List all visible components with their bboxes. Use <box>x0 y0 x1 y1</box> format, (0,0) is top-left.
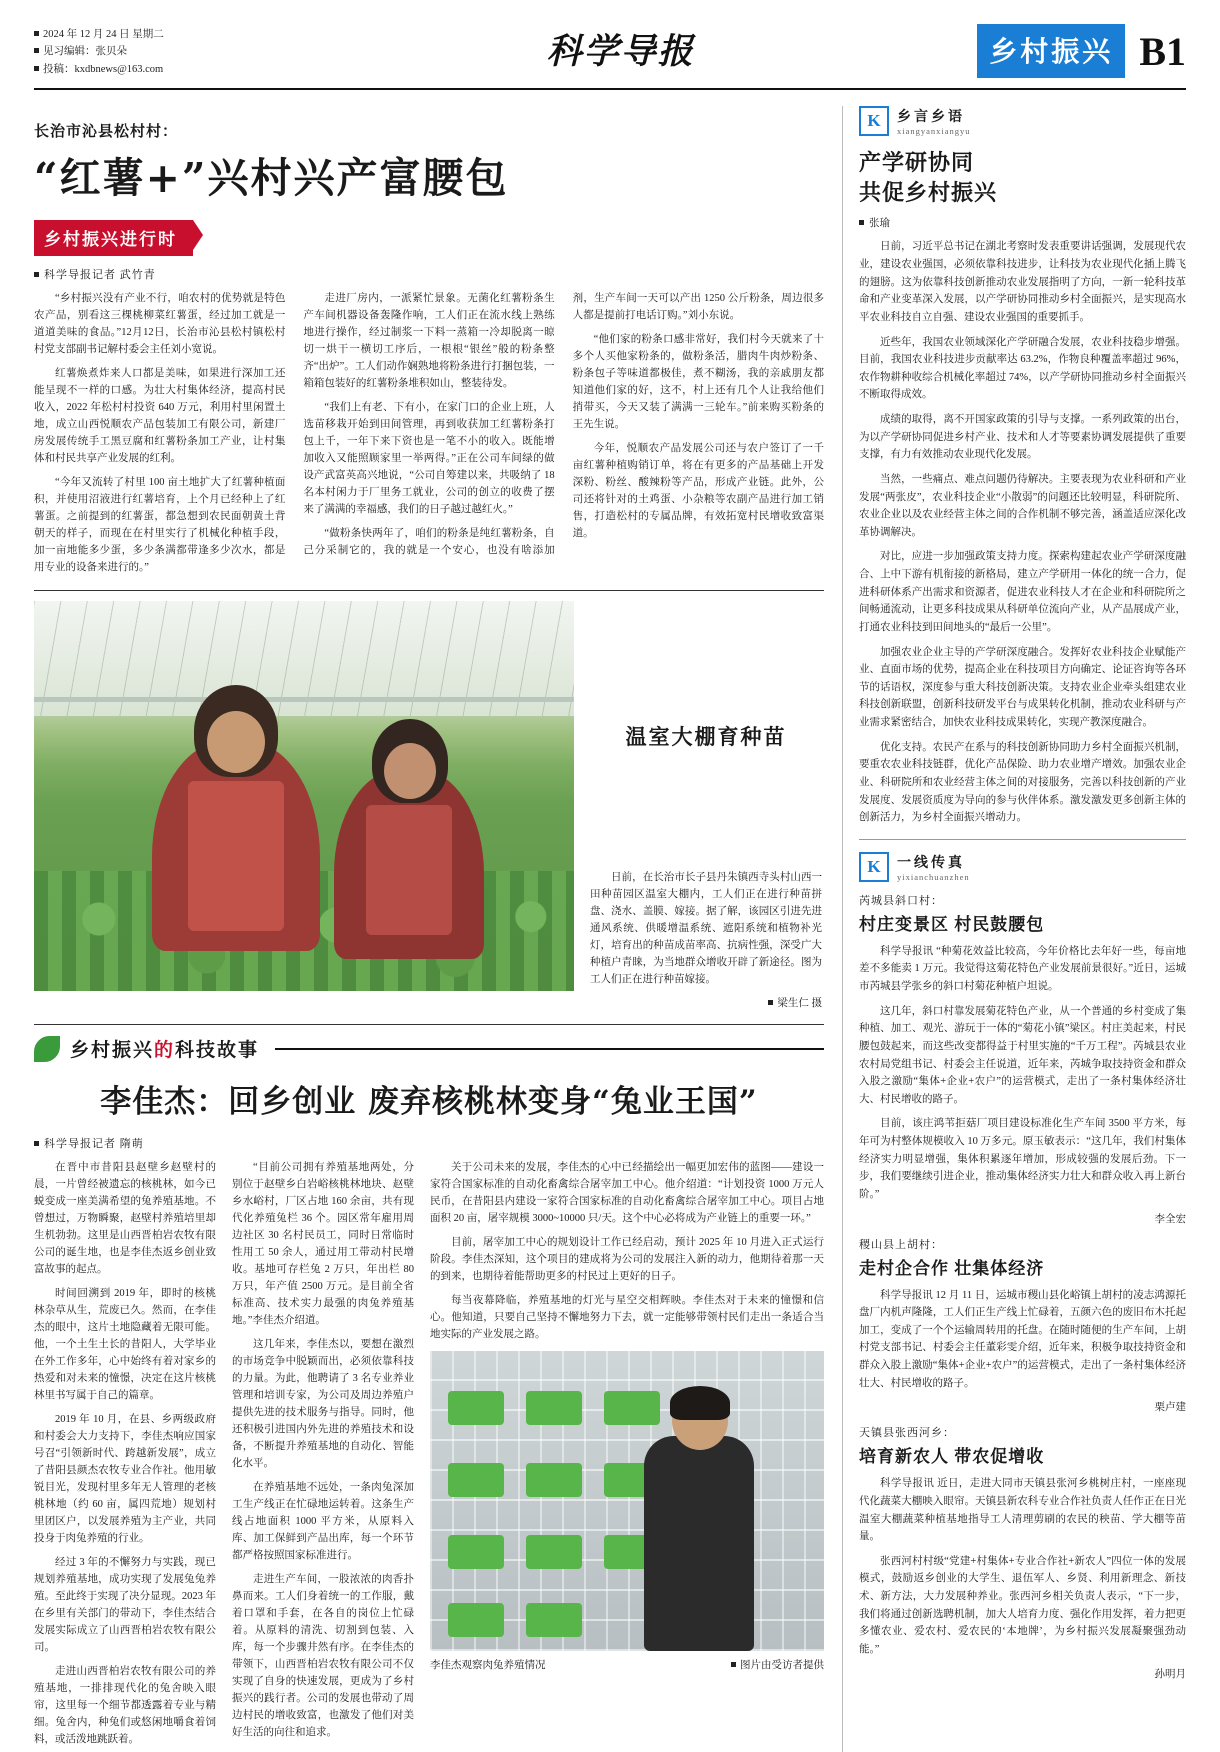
date-line: 2024 年 12 月 24 日 星期二 <box>43 29 164 40</box>
paragraph: 科学导报讯 近日，走进大同市天镇县张河乡桃树庄村，一座座现代化蔬菜大棚映入眼帘。天镇县新农科专业合作社负责人任作正在日光温室大棚蔬菜种植基地指导工人清理剪刷的农民的秧苗、学大棚等苗量。 <box>859 1478 1186 1543</box>
paragraph: “今年又流转了村里 100 亩土地扩大了红薯种植面积，并使用沼液进行红薯培育，上个月已经种上了红薯蛋。之前提到的红薯蛋，都急想到农民面朝黄土背朝天的样子，而现在在村里实行了机械化种植手段，加一亩地能多少蛋，多少条满都带逢多少次水，都是用专业的设备来进行的。” <box>34 477 286 573</box>
masthead-info <box>34 22 264 78</box>
paragraph: 今年，悦顺农产品发展公司还与农户签订了一千亩红薯种植购销订单，将在有更多的产品基础上开发深粉、粉丝、酸辣粉等产品，形成产业链。此外，公司还将针对的土鸡蛋、小杂粮等农副产品进行加工销售，打造松村的专属品牌，有效拓宽村民增收致富渠道。 <box>572 443 824 539</box>
sidebar <box>842 106 1186 1752</box>
paragraph: 加强农业企业主导的产学研深度融合。发挥好农业科技企业赋能产业、直面市场的优势，提高企业在科技项目方向确定、论证咨询等各环节的话语权，深度参与重大科技创新决策。支持农业企业牵头组建农业科技创新联盟，创新科技研发平台与成果转化机制，推动农业科研与产业需求紧密结合，加快农业科技成果转化，实现产教深度融合。 <box>859 646 1186 728</box>
sidebar-author: 张瑜 <box>859 215 1186 230</box>
paragraph: 走进生产车间，一股浓浓的肉香扑鼻而来。工人们身着统一的工作服，戴着口罩和手套，在各自的岗位上忙碌着。从原料的清洗、切割到包装、入库，每一个步骤井然有序。在李佳杰的带领下，山西晋柏岩农牧有限公司不仅实现了自身的快速发展，更成为了乡村振兴的践行者。公司的发展也带动了周边村民的增收致富，也激发了他们对美好生活的向往和追求。 <box>232 1574 414 1738</box>
news-body <box>859 1287 1186 1393</box>
news-sign: 孙明月 <box>1154 1668 1186 1680</box>
leaf-icon <box>34 1036 60 1062</box>
news-subtitle: 芮城县斜口村： <box>859 894 943 907</box>
section-block <box>977 22 1186 78</box>
sidebar-section-pinyin: xiangyanxiangyu <box>897 126 971 136</box>
feature-byline <box>34 1135 824 1151</box>
feature-tag-prefix: 乡村振兴 <box>70 1040 155 1061</box>
paragraph: 红薯焕煮炸来人口都是美味，如果进行深加工还能呈现不一样的口感。为壮大村集体经济，提高村民收入，2022 年松村村投资 640 万元，利用村里闲置土地，成立山西悦顺农产品包装加工有限公司，新建厂房发展传统手工黑豆腐和红薯粉条加工产业，让村集体和村民共享产业发展的红利。 <box>34 368 286 464</box>
bullet-icon <box>859 220 864 225</box>
paragraph: 经过 3 年的不懈努力与实践，现已规划养殖基地，成功实现了发展兔兔养殖。至此终于实现了决分显现。2023 年在乡里有关部门的带动下，李佳杰结合发展实际成立了山西晋柏岩农牧有限公司。 <box>34 1557 216 1653</box>
title-line-1: 产学研协同 <box>859 150 975 175</box>
paragraph: 在晋中市昔阳县赵壁乡赵壁村的晨，一片曾经被遗忘的核桃林，如今已蜕变成一座美满希望的兔养殖基地。不曾想过，万物瞬聚，赵壁村养殖培里却生机勃勃。这里是山西晋柏岩农牧有限公司的诞生地，也是李佳杰返乡创业致富故事的起点。 <box>34 1162 216 1275</box>
photo-credit-text: 梁生仁 摄 <box>777 998 822 1009</box>
news-title: 村庄变景区 村民鼓腰包 <box>859 914 1045 934</box>
paragraph: 优化支持。农民产在系与的科技创新协同助力乡村全面振兴机制，要重农农业科技链群，优化产品保险、助力农业增产增效。加强农业企业、科研院所和农业经营主体之间的对接服务，完善以科技创新的产业发展度、发展资质度为导向的参与伙伴体系。激发激发更多创新主体的创新活力，为乡村全面振兴增动力。 <box>859 741 1186 824</box>
lead-byline <box>34 266 824 282</box>
page-number: B1 <box>1139 28 1186 74</box>
news-title: 走村企合作 壮集体经济 <box>859 1258 1045 1278</box>
paragraph: “乡村振兴没有产业不行，咱农村的优势就是特色农产品，别看这三棵桃柳菜红薯蛋，经过加工就是一道道美味的食品。”12月12日，长治市沁县松村镇松村村党支部副书记解村委会主任刘小宽说。 <box>34 293 286 355</box>
k-logo-icon: K <box>859 852 889 882</box>
photo-block <box>34 601 824 1010</box>
photo-caption-block <box>590 601 822 1010</box>
byline-text: 科学导报记者 武竹青 <box>44 269 156 281</box>
news-title: 培育新农人 带农促增收 <box>859 1447 1045 1467</box>
feature-left-column <box>34 1159 414 1752</box>
sidebar-section-title: 一线传真 <box>897 855 965 871</box>
paragraph: 这几年来，李佳杰以，要想在激烈的市场竞争中脱颖而出，必须依靠科技的力量。为此，他聘请了 3 名专业养业管理和培训专家，为公司及周边养殖户提供先进的技术服务与指导。同时，他还积极引进国内外先进的养殖技术和设备，不断提升养殖基地的自动化、智能化水平。 <box>232 1339 414 1469</box>
divider <box>859 839 1186 840</box>
feature-body <box>34 1159 824 1752</box>
mail-line: 投稿：kxdbnews@163.com <box>43 63 164 75</box>
bullet-icon <box>34 1141 39 1146</box>
news-body <box>859 1475 1186 1658</box>
divider <box>34 1024 824 1025</box>
paragraph: 这几年，斜口村靠发展菊花特色产业，从一个普通的乡村变成了集种植、加工、观光、游玩于一体的“菊花小镇”梁区。村庄美起来，村民腰包鼓起来，而这些改变都得益于村里实施的“千万工程”。芮城县农业农村局党组书记、村委会主任说道，近年来，芮城争取技持资金和群众入股之激励“集体+企业+农户”的运营模式，走出了一条村集体经济壮大、村民增收的路子。 <box>859 1005 1186 1105</box>
byline-text: 科学导报记者 隋萌 <box>44 1138 144 1150</box>
section-flag: 乡村振兴进行时 <box>34 220 193 256</box>
divider <box>34 590 824 591</box>
main-column <box>34 106 824 1752</box>
paragraph: “他们家的粉条口感非常好，我们村今天就来了十多个人买他家粉条的，做粉条活，腊肉牛肉炒粉条、粉条包子等味道都极佳，煮不糊汤，我的亲戚朋友都知道他们家的好，这不，村上还有几个人让我给他们捎带买，今天又装了满满一三轮车。”前来购买粉条的王先生说。 <box>572 334 824 430</box>
sidebar-news-item <box>859 892 1186 1226</box>
paragraph: 在养殖基地不远处，一条肉兔深加工生产线正在忙碌地运转着。这条生产线占地面积 1000 平方米，从原料入库、加工保鲜到产品出库，每一个环节都严格按照国家标准进行。 <box>232 1482 414 1561</box>
feature-right-column <box>430 1159 824 1752</box>
sidebar-news-item <box>859 1424 1186 1680</box>
news-body <box>859 943 1186 1204</box>
divider <box>275 1048 824 1050</box>
editor-line: 见习编辑：张贝朵 <box>43 46 127 58</box>
rabbit-farm-photo <box>430 1351 824 1651</box>
masthead <box>34 22 1186 90</box>
photo-title: 温室大棚育种苗 <box>625 725 787 749</box>
feature-title: 李佳杰：回乡创业 废弃核桃林变身“兔业王国” <box>100 1084 758 1120</box>
bullet-icon <box>731 1662 736 1667</box>
sidebar-section-title: 乡言乡语 <box>897 110 965 125</box>
feature-tag-suffix: 科技故事 <box>175 1040 260 1061</box>
paragraph: “做粉条快两年了，咱们的粉条是纯红薯粉条，自己分采制它的，我的就是一个安心，也没有啥添加剂，生产车间一天可以产出 1250 公斤粉条，周边很多人都是提前打电话订购。”刘小东说。 <box>303 293 824 556</box>
bullet-icon <box>34 31 39 36</box>
bullet-icon <box>34 48 39 53</box>
news-subtitle: 天镇县张西河乡： <box>859 1427 955 1440</box>
lead-headline: “红薯+”兴村兴产富腰包 <box>34 154 509 202</box>
paragraph: 科学导报讯 12 月 11 日，运城市稷山县化峪镇上胡村的凌志鸿源托盘厂内机声隆隆，工人们正生产线上忙碌着，五颜六色的废旧布木托起加工，变成了一个个运输周转用的托盘。在随时随便的生产车间，上胡村党支部书记、村委会主任董彩雯介绍，近年来，积极争取技持资金和群众入股上激励“集体+企业+农户”的运营模式，走出了一条村集体经济壮大、村民增收的路子。 <box>859 1289 1186 1389</box>
paragraph: 对比，应进一步加强政策支持力度。探索构建起农业产学研深度融合、上中下游有机衔接的新格局，建立产学研用一体化的统一合力，促进科研体系产出需求和资源者，促进农业科技人才在企业和科研院所之间畅通流动，让更多科技成果从科研单位流向产业，从产品展成产业，打通农业科技到田间地头的“最后一公里”。 <box>859 551 1186 633</box>
feature-tag-mid: 的 <box>154 1040 176 1061</box>
sidebar-article-body <box>859 238 1186 826</box>
paragraph: 走进山西晋柏岩农牧有限公司的养殖基地，一排排现代化的兔舍映入眼帘，这里每一个细节都透露着专业与精细。兔舍内，种兔们或悠闲地嚼食着饲料，或活泼地跳跃着。 <box>34 1666 216 1745</box>
paragraph: 2019 年 10 月，在县、乡两级政府和村委会大力支持下，李佳杰响应国家号召“引领新时代、跨越新发展”，成立了昔阳县颜杰农牧专业合作社。他用敏锐目光，发现村里多年无人管理的老核桃林地（约 60 亩，属四荒地）规划村里团区户，以发展养殖为主产业，共同投身于肉兔养殖的行业。 <box>34 1414 216 1544</box>
bullet-icon <box>34 66 39 71</box>
paragraph: 当然，一些痛点、难点问题仍待解决。主要表现为农业科研和产业发展“两张皮”，农业科技企业“小散弱”的问题还比较明显，科研院所、农业企业以及农业经营主体之间的合作机制不够完善，涵盖适应深化改革协调解决。 <box>859 473 1186 538</box>
paragraph: 每当夜幕降临，养殖基地的灯光与星空交相辉映。李佳杰对于未来的憧憬和信心。他知道，只要自己坚持不懈地努力下去，就一定能够带领村民们走出一条适合当地实际的产业发展之路。 <box>430 1295 824 1340</box>
rabbit-photo-caption: 李佳杰观察肉兔养殖情况 <box>430 1660 546 1671</box>
paper-name: 科学导报 <box>546 31 695 72</box>
paragraph: 目前，屠宰加工中心的规划设计工作已经启动，预计 2025 年 10 月进入正式运行阶段。李佳杰深知，这个项目的建成将为公司的发展注入新的动力，他期待着那一天的到来，也期待着能帮助更多的村民过上更好的日子。 <box>430 1237 824 1282</box>
paper-title-block <box>264 22 977 74</box>
paragraph: 近些年，我国农业领域深化产学研融合发展，农业科技稳步增强。目前，我国农业科技进步贡献率达 63.2%，作物良种覆盖率超过 96%，农作物耕种收综合机械化率超过 74%，以产学研协同推动乡村全面振兴不断取得成效。 <box>859 336 1186 401</box>
rabbit-photo-credit: 图片由受访者提供 <box>731 1657 824 1674</box>
news-sign: 李全宏 <box>1154 1213 1186 1225</box>
lead-kicker: 长治市沁县松村村： <box>34 124 179 140</box>
greenhouse-photo <box>34 601 574 991</box>
paragraph: 时间回溯到 2019 年，即时的核桃林杂草从生，荒废已久。然而，在李佳杰的眼中，这片土地隐藏着无限可能。他，一个土生土长的昔阳人，大学毕业在外工作多年，心中始终有着对家乡的热爱和对未来的憧憬，决定在这片核桃林里书写属于自己的篇章。 <box>34 1288 216 1401</box>
paragraph: 日前，习近平总书记在湖北考察时发表重要讲话强调，发展现代农业，建设农业强国，必须依靠科技进步，让科技为农业现代化插上腾飞的翅膀。这为依靠科技创新推动农业发展指明了方向，一新一轮科技革命和产业变革深入发展，以产学研协同推动乡村全面振兴，是实现高水平农业科技自立自强、建设农业强国的重要抓手。 <box>859 241 1186 323</box>
bullet-icon <box>768 1000 773 1005</box>
bullet-icon <box>34 272 39 277</box>
sidebar-news-item <box>859 1236 1186 1415</box>
paragraph: 成绩的取得，离不开国家政策的引导与支撑。一系列政策的出台，为以产学研协同促进乡村产业、技术和人才等要素协调发展提供了重要支撑，有力有效推动农业现代化发展。 <box>859 414 1186 461</box>
paragraph: “我们上有老、下有小，在家门口的企业上班，人选苗移栽开始到田间管理，再到收获加工红薯粉条打包上千，一年下来下资也是一笔不小的收入。既能增加收入又能照顾家里一举两得。”正在公司车间绿的做设产武富英高兴地说，“公司自筹建以来，共吸纳了 18 名本村闲力于厂里务工就业，公司的创立的收费了摆来了满满的幸福感，我们的日子越过越红火。” <box>303 402 555 515</box>
paragraph: “目前公司拥有养殖基地两处，分别位于赵壁乡白岩峪核桃林地块、赵壁乡水峪村，厂区占地 160 余亩，共有现代化养殖兔栏 36 个。园区常年雇用周边社区 30 名村民员工，同时日常临时性用工 50 余人，通过用工带动村民增收。基地可存栏兔 2 万只，年出栏 80 万只，年产值 2500 万元。是目前全省标准高、技术实力最强的肉兔养殖基地。”李佳杰介绍道。 <box>232 1162 414 1326</box>
sidebar-article-title <box>859 148 1186 207</box>
photo-credit <box>590 995 822 1010</box>
lead-body <box>34 290 824 576</box>
feature-header <box>34 1035 824 1062</box>
rabbit-photo-caption-row <box>430 1657 824 1674</box>
section-badge: 乡村振兴 <box>977 24 1125 78</box>
paragraph: 关于公司未来的发展，李佳杰的心中已经描绘出一幅更加宏伟的蓝图——建设一家符合国家标准的自动化畜禽综合屠宰加工中心。他介绍道：“计划投资 1000 万元人民币，在昔阳县内建设一家符合国家标准的自动化畜禽综合屠宰加工中心。项目占地面积 20 亩，屠宰规模 3000~10000 只/天。这个中心必将成为产业链上的重要一环。” <box>430 1162 824 1224</box>
paragraph: 张西河村村级“党建+村集体+专业合作社+新农人”四位一体的发展模式，鼓励返乡创业的大学生、退伍军人、乡贤、利用新理念、新技术、新方法，大力发展种养业。张西河乡相关负责人表示，“下一步，我们将通过创新选聘机制，加大人培育力度、强化作用发挥，着力把更多懂农业、爱农村、爱农民的‘本地牌’，为乡村振兴发展凝聚强劲动能。” <box>859 1555 1186 1655</box>
feature-tag <box>70 1035 259 1062</box>
photo-description: 日前，在长治市长子县丹朱镇西寺头村山西一田种苗园区温室大棚内，工人们正在进行种苗拼盘、浇水、盖膜、嫁接。据了解，该园区引进先进通风系统、供暖增温系统、遮阳系统和植物补光灯，培育出的种苗成苗率高、抗病性强，深受广大种植户青睐，为当地群众增收开辟了新途径。图为工人们正在进行种苗嫁接。 <box>590 872 822 985</box>
news-sign: 栗卢建 <box>1154 1402 1186 1414</box>
news-subtitle: 稷山县上胡村： <box>859 1238 943 1251</box>
k-logo-icon: K <box>859 106 889 136</box>
sidebar-section-xiangyan <box>859 106 1186 136</box>
paragraph: 科学导报讯 “种菊花效益比较高，今年价格比去年好一些，每亩地差不多能卖 1 万元。我觉得这菊花特色产业发展前景很好。”近日，运城市芮城县学张乡的斜口村菊花种植户坦说。 <box>859 945 1186 992</box>
paragraph: 走进厂房内，一派紧忙景象。无菌化红薯粉条生产车间机器设备轰隆作响，工人们正在流水线上熟练地进行操作，经过制浆一下料一蒸箱一冷却脱离一晾切一烘干一横切工序后，一根根“银丝”般的粉条整齐“出炉”。工人们动作娴熟地将粉条进行打捆包装，一箱箱包装好的红薯粉条堆积如山，整装待发。 <box>303 293 555 389</box>
sidebar-section-pinyin: yixianchuanzhen <box>897 871 970 882</box>
title-line-2: 共促乡村振兴 <box>859 179 998 205</box>
sidebar-section-yixian <box>859 852 1186 882</box>
paragraph: 目前，该庄鸿苇拒菇厂项目建设标准化生产车间 3500 平方米，每年可为村整体规模收入 10 万多元。原玉敏表示：“这几年，我们村集体经济实力明显增强，集体积累逐年增加，形成较强的发展后劲。下一步，我们要继续引进企业，推动集体经济实力壮大和群众收入再上新台阶。” <box>859 1118 1186 1200</box>
